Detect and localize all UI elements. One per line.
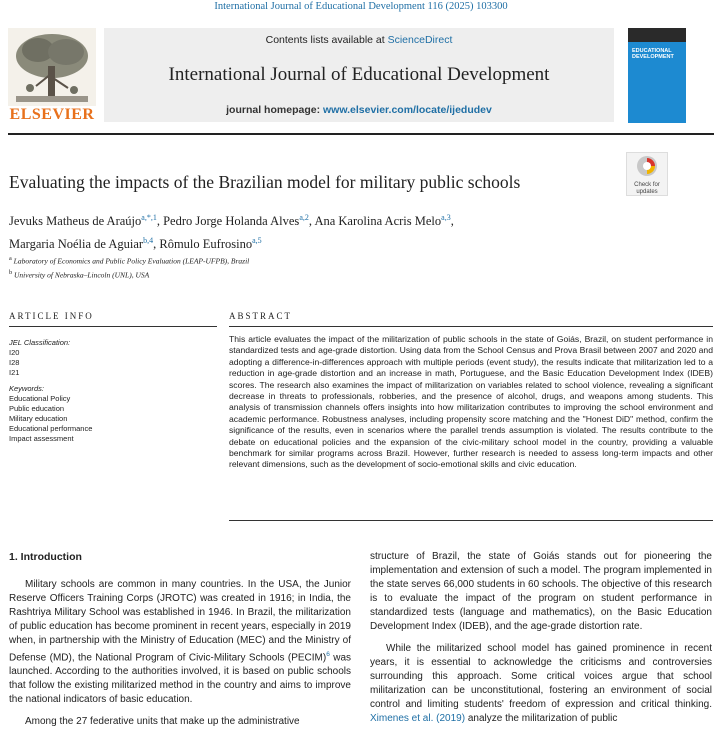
sciencedirect-link[interactable]: ScienceDirect bbox=[387, 34, 453, 46]
crossmark-icon bbox=[627, 155, 667, 182]
keyword: Educational performance bbox=[9, 424, 93, 433]
affiliation-text: University of Nebraska–Lincoln (UNL), USA bbox=[14, 270, 150, 279]
body-column-right bbox=[370, 550, 712, 726]
jel-code: I28 bbox=[9, 358, 20, 367]
affiliation-text: Laboratory of Economics and Public Policy Evaluation (LEAP-UFPB), Brazil bbox=[13, 256, 250, 266]
affiliation-mark: b bbox=[9, 268, 13, 276]
author-affil-mark[interactable]: a,*,1 bbox=[141, 213, 157, 222]
journal-homepage-line bbox=[104, 104, 614, 116]
author-list bbox=[9, 208, 649, 254]
affiliation-item bbox=[9, 267, 249, 281]
jel-code: I21 bbox=[9, 368, 20, 377]
masthead-divider bbox=[8, 133, 714, 135]
abstract-rule bbox=[229, 326, 713, 327]
keyword: Educational Policy bbox=[9, 394, 71, 403]
article-info-panel bbox=[9, 338, 217, 444]
journal-masthead bbox=[8, 28, 714, 126]
check-for-updates-badge[interactable] bbox=[626, 152, 668, 196]
paragraph-text: analyze the militarization of public bbox=[465, 713, 618, 724]
article-title: Evaluating the impacts of the Brazilian model for military public schools bbox=[9, 172, 521, 192]
affiliation-item bbox=[9, 253, 249, 267]
journal-cover-thumbnail[interactable] bbox=[628, 28, 686, 123]
article-info-rule bbox=[9, 326, 217, 327]
author-affil-mark[interactable]: a,5 bbox=[252, 236, 262, 246]
author-name[interactable]: Rômulo Eufrosino bbox=[159, 237, 253, 252]
contents-prefix: Contents lists available at bbox=[265, 34, 388, 46]
abstract-heading: ABSTRACT bbox=[229, 311, 293, 321]
body-paragraph: Among the 27 federative units that make up the administrative bbox=[25, 716, 300, 728]
affiliation-mark: a bbox=[9, 255, 12, 262]
jel-code: I20 bbox=[9, 348, 20, 357]
author-name[interactable]: Ana Karolina Acris Melo bbox=[314, 214, 442, 229]
paragraph-text: Military schools are common in many countries. In the USA, the Junior Reserve Officers Training Corps (JROTC) was created in 1916; in India, the Rashtriya Military School was established in 1946. In Brazil, the militarization of public education has become prominent in recent years, especially in 2019 when, in partnership with the Ministry of Education (MEC) and the Ministry of Defense (MD), the National Program of Civic-Military Schools (PECIM) bbox=[9, 579, 351, 664]
cover-top-band bbox=[628, 28, 686, 42]
author-name[interactable]: Margaria Noélia de Aguiar bbox=[9, 237, 144, 252]
author-separator: , bbox=[156, 214, 164, 229]
author-affil-mark[interactable]: a,2 bbox=[299, 213, 309, 222]
journal-title: International Journal of Educational Development bbox=[168, 64, 550, 85]
contents-available-line bbox=[104, 34, 614, 46]
body-paragraph: structure of Brazil, the state of Goiás stands out for pioneering the implementation and extension of such a model. The program implemented in the state serves 66,000 students in 60 schools. The objective of this research is to evaluate the impact of the program on student performance in standardized tests (language and mathematics), on the Basic Education Development Index (IDEB), and the age-grade distortion rate. bbox=[370, 551, 712, 632]
cover-title: EDUCATIONAL DEVELOPMENT bbox=[632, 48, 674, 60]
author-name[interactable]: Pedro Jorge Holanda Alves bbox=[163, 214, 300, 229]
keywords-label: Keywords: bbox=[9, 384, 45, 393]
publisher-name: ELSEVIER bbox=[9, 106, 95, 123]
body-column-left bbox=[9, 550, 351, 729]
author-name[interactable]: Jevuks Matheus de Araújo bbox=[9, 214, 142, 229]
abstract-bottom-rule bbox=[229, 520, 713, 521]
elsevier-tree-logo bbox=[8, 28, 96, 128]
author-separator: , bbox=[450, 214, 454, 229]
author-separator: , bbox=[308, 214, 315, 229]
body-paragraph bbox=[370, 642, 712, 726]
journal-citation-line[interactable]: International Journal of Educational Development 116 (2025) 103300 bbox=[214, 1, 508, 12]
author-separator: , bbox=[153, 237, 160, 252]
footnote-link[interactable]: 6 bbox=[326, 651, 330, 658]
tree-logo-icon bbox=[8, 28, 96, 106]
keyword: Impact assessment bbox=[9, 434, 74, 443]
keyword: Military education bbox=[9, 414, 68, 423]
homepage-label: journal homepage: bbox=[226, 104, 323, 116]
author-affil-mark[interactable]: a,3 bbox=[441, 213, 451, 222]
jel-label: JEL Classification: bbox=[9, 338, 71, 347]
crossmark-line1: Check for bbox=[634, 182, 660, 188]
paragraph-text: While the militarized school model has gained prominence in recent years, it is essential to acknowledge the criticisms and controversies surrounding this approach. Some critical voices argue that school militarization can be unconstitutional, fostering an environment of social control and limiting students' freedom of expression and critical thinking. bbox=[370, 643, 712, 710]
crossmark-line2: updates bbox=[636, 189, 658, 195]
keyword: Public education bbox=[9, 404, 65, 413]
article-info-heading: ARTICLE INFO bbox=[9, 311, 94, 321]
author-affil-mark[interactable]: b,4 bbox=[143, 236, 154, 246]
paragraph-text: was launched. According to the authorities involved, it is based on public schools that follow the existing militarized method in the country and aims to improve the national indicators of basic education. bbox=[9, 652, 352, 706]
affiliation-list bbox=[9, 253, 249, 280]
journal-title-box bbox=[104, 28, 614, 122]
body-paragraph bbox=[9, 578, 351, 707]
section-heading-introduction: 1. Introduction bbox=[9, 551, 82, 563]
homepage-link[interactable]: www.elsevier.com/locate/ijedudev bbox=[322, 104, 492, 116]
citation-link[interactable]: Ximenes et al. (2019) bbox=[370, 713, 466, 724]
abstract-text: This article evaluates the impact of the militarization of public schools in the state of Goiás, Brazil, on student performance in standardized tests and age-grade distortion. Using data from the School Census and Prova Brasil between 2007 and 2020 and adopting a difference-in-differences approach with multiple periods (event study), the results indicate that militarization led to a reduction in age-grade distortion and an increase in math, Portuguese, and the Basic Education Development Index (IDEB) scores. The research also examines the impact of militarization on variables related to school violence, revealing a significant decrease in threats to professionals, robberies, and the presence of alcohol, drugs, and weapons among students. This analysis of transmission channels offers insights into how militarization contributes to improving the school environment and academic performance. Robustness analyses, including propensity score matching and the "Honest DiD" method, confirm the significance of the results, even in scenarios where the parallel trends assumption is violated. The results contribute to the debate on educational policies and the expansion of the civic-military school model in the country, providing a valuable benchmark for similar programs across Brazil. However, further research is needed to assess long-term impacts and other relevant dimensions, such as the development of socio-emotional skills and civic education. bbox=[229, 334, 713, 470]
